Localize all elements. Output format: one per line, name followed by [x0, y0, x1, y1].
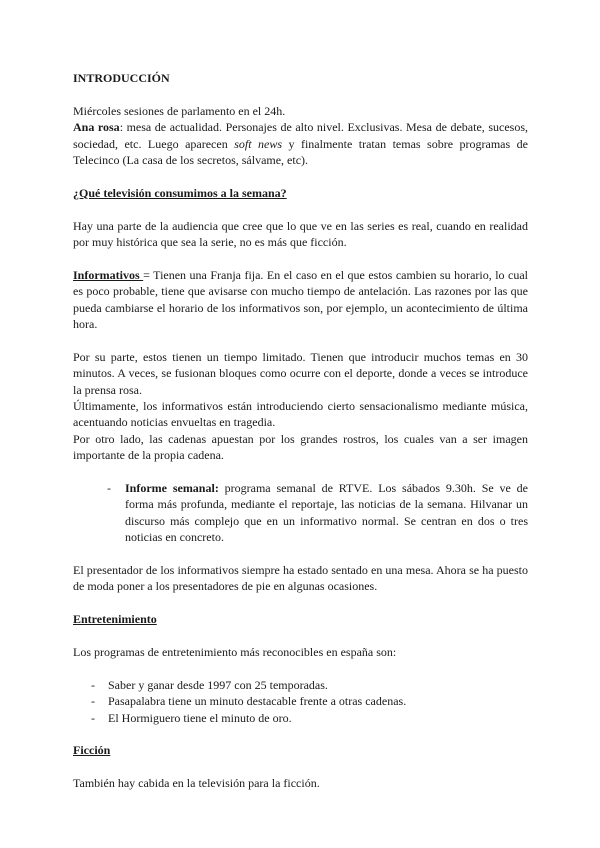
paragraph-rostros: Por otro lado, las cadenas apuestan por los grandes rostros, los cuales van a ser imagen importante de la propia cadena.: [73, 431, 528, 463]
informe-semanal-item: - Informe semanal: programa semanal de RTVE. Los sábados 9.30h. Se ve de forma más profunda, mediante el reportaje, las noticias de la semana. Hilvanar un discurso más complejo que en un informativo normal. Se centran en dos o tres noticias en concreto.: [107, 481, 529, 545]
paragraph-tiempo: Por su parte, estos tienen un tiempo limitado. Tienen que introducir muchos temas en 30 minutos. A veces, se fusionan bloques como ocurre con el deporte, donde a veces se introduce la prensa rosa.: [73, 349, 528, 397]
entretenimiento-intro: Los programas de entretenimiento más reconocibles en españa son:: [73, 645, 397, 660]
paragraph-ultimamente: Últimamente, los informativos están introduciendo cierto sensacionalismo mediante música, acentuando noticias envueltas en tragedia.: [73, 399, 528, 430]
informe-label: Informe semanal:: [125, 481, 219, 496]
section-heading-entretenimiento: Entretenimiento: [73, 612, 157, 627]
entretenimiento-list: [73, 677, 528, 726]
list-item: - Saber y ganar desde 1997 con 25 temporadas.: [91, 677, 328, 692]
soft-news-term: soft news: [234, 136, 283, 151]
list-item: - El Hormiguero tiene el minuto de oro.: [91, 710, 292, 725]
ficcion-text: También hay cabida en la televisión para la ficción.: [73, 776, 320, 791]
paragraph-informativos: Informativos = Tienen una Franja fija. En el caso en el que estos cambien su horario, lo cual es poco probable, tiene que avisarse con mucho tiempo de antelación. Las razones por las que pueda cambiarse el horario de los informativos son, por ejemplo, un acontecimiento de última hora.: [73, 267, 528, 332]
list-item: - Pasapalabra tiene un minuto destacable frente a otras cadenas.: [91, 694, 407, 709]
paragraph-audiencia: Hay una parte de la audiencia que cree que lo que ve en las series es real, cuando en realidad por muy histórica que sea la serie, no es más que ficción.: [73, 218, 528, 250]
intro-line: Miércoles sesiones de parlamento en el 24h.: [73, 103, 286, 118]
doc-title: INTRODUCCIÓN: [73, 71, 170, 85]
section-heading-ficcion: Ficción: [73, 743, 111, 758]
bullet-dash: -: [107, 481, 111, 496]
ana-rosa-label: Ana rosa: [73, 120, 120, 135]
section-heading-consumo: ¿Qué televisión consumimos a la semana?: [73, 185, 287, 200]
ana-rosa-paragraph: Ana rosa: mesa de actualidad. Personajes de alto nivel. Exclusivas. Mesa de debate, sucesos, sociedad, etc. Luego aparecen soft news y finalmente tratan temas sobre programas de Telecinco (La casa de los secretos, sálvame, etc).: [73, 120, 528, 168]
informativos-label: Informativos: [73, 267, 144, 282]
paragraph-presentador: El presentador de los informativos siempre ha estado sentado en una mesa. Ahora se ha puesto de moda poner a los presentadores de pie en algunas ocasiones.: [73, 563, 528, 594]
